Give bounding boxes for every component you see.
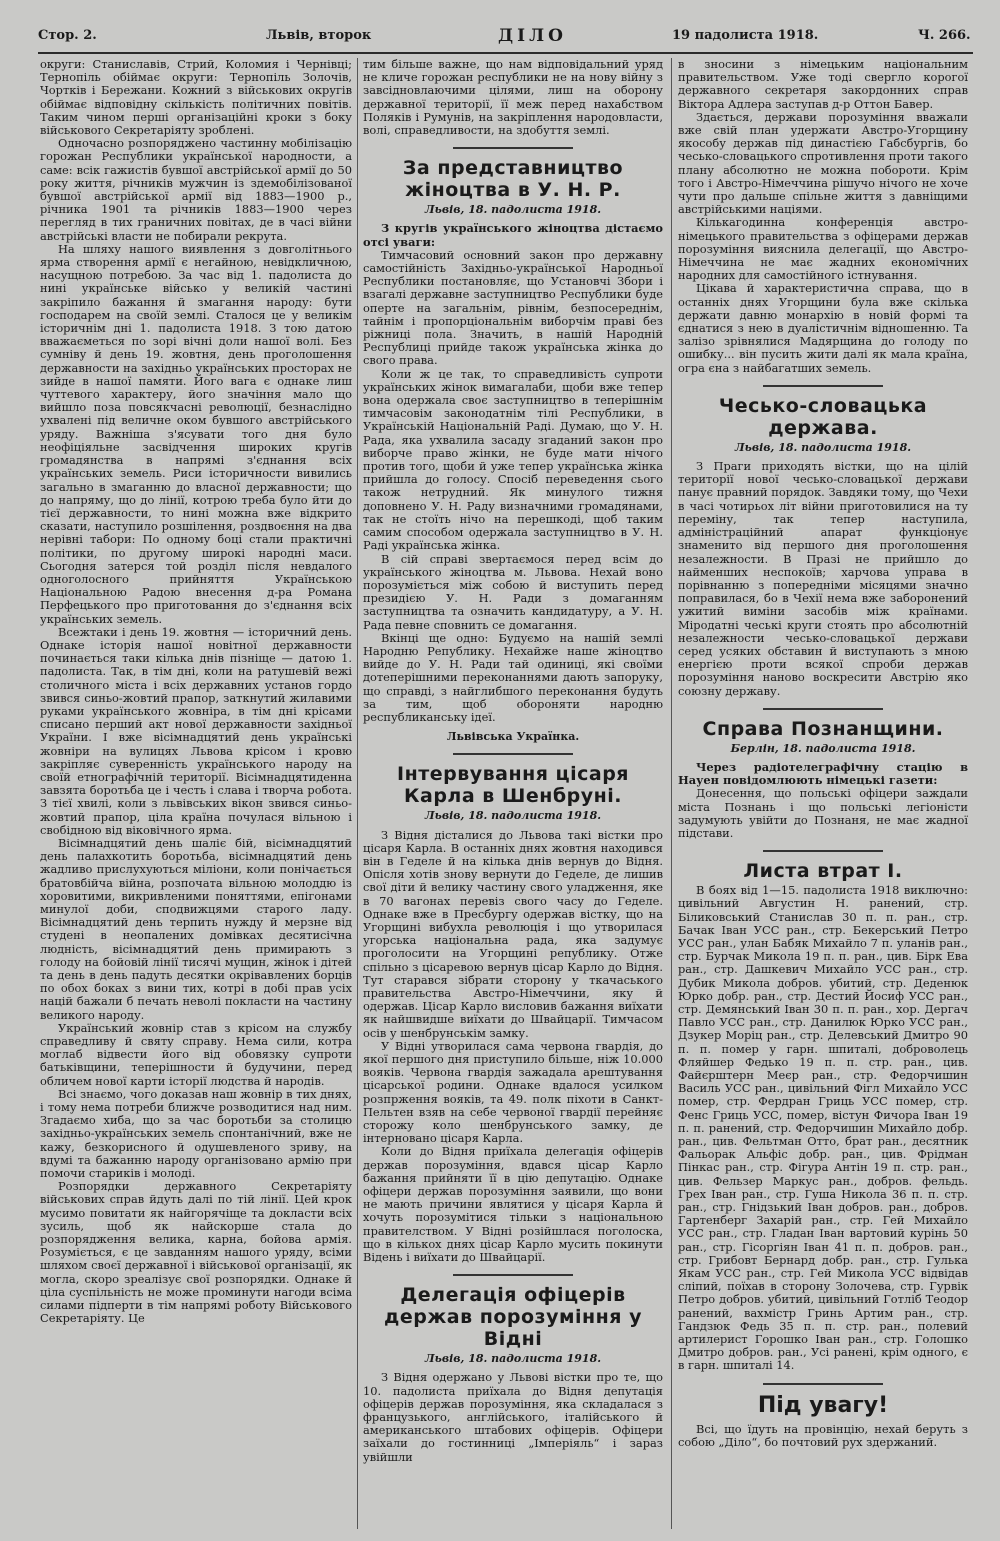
paragraph: Вісімнадцятий день шаліє бій, вісімнадцятий день палахкотить боротьба, вісімнадцятий день жадливо прислухуються міліони, коли понічається братовбійча війна, розпочата вільною молоддю із хоровитими, викривленими поняттями, епігонами минулої доби, сподвижцями старого ладу. Вісімнадцятий день терпить нужду й мерзне від студені в неопалених домівках десятисічна людність, вісімнадцятий день примирають з голоду на бойовій лінії тисячі мущин, жінок і дітей та день в день падуть десятки окрівавлених борців по обох боках з вини тих, котрі в добі прав усіх націй бажали б печать неволі покласти на частину великого народу. <box>40 835 352 1022</box>
column-3 <box>678 58 968 1529</box>
paragraph: З кругів українського жіноцтва дістаємо отсі уваги: <box>363 221 663 249</box>
paragraph: Розпорядки державного Секретаріяту військових справ йдуть далі по тій лінії. Цей крок мусимо повитати як найгорячіще та докласти всіх зусиль, щоб як найскорше стала до розпорядження велика, карна, бойова армія. Розуміється, є це завданням нашого уряду, всіми шляхом своєї державної і військової організації, як могла, скоро зреалізує свої розпорядки. Однаке й ціла суспільність не може проминути нагоди всіма силами підперти в тім напрямі роботу Військового Секретаріяту. Це <box>40 1179 352 1326</box>
paragraph: Український жовнір став з крісом на службу справедливу й святу справу. Нема сили, котра моглаб відвести його від обовязку супроти батьківщини, теперішности й будучини, перед обличем нової карти історії людства й народів. <box>40 1020 352 1088</box>
paragraph: Кількагодинна конференція австро-німецького правительства з офіцерами держав порозуміння вияснила делегації, що Австро-Німеччина не має жадних економічних народних для самостійного істнування. <box>678 215 968 283</box>
paragraph: Коли до Відня приїхала делегація офіцерів держав порозуміння, вдався цісар Карло бажання прийняти її в цію депутацію. Однаке офіцери держав порозуміння заявили, що вони не мають причини являтися у цісаря Карла й хочуть порозумітися тільки з національною правителством. У Відні розійшлася поголоска, що в кількох днях цісар Карло мусить покинути Відень і виїхати до Швайцарії. <box>363 1144 663 1265</box>
column-2 <box>363 58 663 1529</box>
dateline: Львів, 18. падолиста 1918. <box>424 203 602 217</box>
paragraph: Всежтаки і день 19. жовтня — історичний день. Однаке історія нашої новітної державности починається таки кілька днів пізніще — датою 1. падолиста. Так, в тім дні, коли на ратушевій вежі столичного міста і всіх державних установ гордо звився синьо-жовтий прапор, заткнутий жилавими руками українського жовніра, в тім дні крісами списано перший акт нової державности західньої України. І вже вісімнадцятий день українські жовніри на вулицях Львова крісом і кровю закріпляє суверенність українського народу на своїй етнографічній території. Вісімнадцятиденна завзята боротьба це і честь і слава і творча робота. З тієї хвилі, коли з львівських вікон звився синьо-жовтий прапор, ціла країна почулася вільною і свобідною від віковічного ярма. <box>40 624 352 837</box>
paragraph: Всі знаємо, чого доказав наш жовнір в тих днях, і тому нема потреби ближче розводитися над ним. Згадаємо хиба, що за час боротьби за столицю західньо-українських земель спонтанічний, вже не кажу, безкорисного й одушевленого зриву, на вдумі та бажанню народу організовано армію при помочи стариків і молоді. <box>40 1086 352 1181</box>
paragraph: Донесення, що польські офіцери заждали міста Познань і що польські легіоністи задумують увійти до Познаня, не має жадної підстави. <box>678 786 968 840</box>
paragraph: В сій справі звертаємося перед всім до українського жіноцтва м. Львова. Нехай воно порозуміється між собою й виступить перед президією У. Н. Ради з домаганням заступництва та означить кандидатуру, а У. Н. Рада певне сповнить се домагання. <box>363 551 663 632</box>
issue-number: Ч. 266. <box>918 28 971 43</box>
dateline: Берлін, 18. падолиста 1918. <box>730 741 916 755</box>
paragraph: в зносини з німецьким національним правительством. Уже тоді свергло корогої державного секретаря закордонних справ Віктора Адлера заступав д-р Оттон Бавер. <box>678 58 968 111</box>
paragraph: Тимчасовий основний закон про державну самостійність Західньо-української Народньої Республики постановляє, що Установчі Збори і взагалі державне заступництво Республики буде оперте на загальнім, рівнім, безпосереднім, тайнім і пропорціональнім виборчім праві без ріжниці пола. Значить, в нашій Народній Республиці прийде також українська жінка до свого права. <box>363 247 663 368</box>
paragraph: З Відня дісталися до Львова такі вістки про цісаря Карла. В останніх днях жовтня находився він в Геделе й на кілька днів вернув до Відня. Опісля хотів знову вернути до Геделе, де лишив свої діти й велику частину свого уладження, яке в 70 вагонах перевіз свого часу до Геделе. Однаке вже в Пресбургу одержав вістку, що на Угорщині вибухла революція і що утворилася угорська національна рада, яка задумує проголосити на Угорщині републику. Отже спільно з цісаревою вернув цісар Карло до Відня. Тут старався зібрати сторону у ткачаського правительства Австро-Німеччини, яку й одержав. Цісар Карло висловив бажання виїхати як найшвидше виїхати до Швайцарії. Тимчасом осів у шенбрунськім замку. <box>363 827 663 1040</box>
article-title-emperor-karl: Інтервування цісаря Карла в Шенбруні. <box>397 763 629 808</box>
article-title-attention: Під увагу! <box>757 1392 889 1418</box>
paragraph: Вкінці ще одно: Будуємо на нашій землі Народню Републику. Нехайже наше жіноцтво вийде до У. Н. Ради тай одиниці, які своїми дотеперішними переконаннями дають запоруку, що справді, з найглибшого переконання будуть за тим, щоб обороняти народню республиканську ідеї. <box>363 630 663 724</box>
paragraph: Коли ж це так, то справедливість супроти українських жінок вимагалаби, щоби вже тепер вона одержала своє заступництво в теперішнім тимчасовім законодатнім тілі Республики, в Українській Національній Раді. Думаю, що У. Н. Рада, яка ухвалила засаду згаданий закон про виборче право жінки, не буде мати нічого против того, щоби й уже тепер українська жінка прийшла до голосу. Спосіб переведення сього також нетрудний. Як минулого тижня доповнено У. Н. Раду визначними громадянами, так не стоїть нічо на перешкоді, щоб таким самим способом одержала заступництво в У. Н. Раді українська жінка. <box>363 366 663 553</box>
article-title-casualty-list: Листа втрат І. <box>743 860 903 883</box>
article-divider <box>763 708 883 710</box>
column-divider <box>357 58 358 1529</box>
article-divider <box>763 850 883 852</box>
article-title-entente-delegation: Делегація офіцерів держав порозуміння у Відні <box>384 1284 642 1351</box>
paragraph: Здається, держави порозуміння вважали вже свій план удержати Австро-Угорщину якособу держав під династією Габсбургів, бо чесько-словацького спротивлення проти такого плану абсолютно не можна побороти. Крім того і Австро-Німеччина рішучо нічого не хоче чути про дальше спільне життя з давніщими австрійськими націями. <box>678 109 968 217</box>
paragraph: округи: Станиславів, Стрий, Коломия і Чернівці; Тернопіль обіймає округи: Тернопіль Золочів, Чортків і Бережани. Кожний з військових округів обіймає відповідну скількість політичних повітів. Таким чином перші організаційні кроки з боку військового Секретаріяту зроблені. <box>40 58 352 138</box>
column-1 <box>40 58 352 1529</box>
issue-date: 19 падолиста 1918. <box>672 28 819 43</box>
page-number: Стор. 2. <box>38 28 97 43</box>
article-divider <box>453 753 573 755</box>
header-rule <box>38 52 973 54</box>
paragraph: Через радіотелеграфічну стацію в Науен повідомлюють німецькі газети: <box>678 759 968 788</box>
dateline: Львів, 18. падолиста 1918. <box>424 809 602 823</box>
article-divider <box>763 385 883 387</box>
paragraph: У Відні утворилася сама червона гвардія, до якої першого дня приступило більше, ніж 10.000 вояків. Червона гвардія зажадала арештування цісарської родини. Однаке вдалося усилком розпрження вояків, та 49. полк піхоти в Санкт-Пельтен взяв на себе червоної гвардії перейняє сторожу коло шенбрунського замку, де інтерновано цісаря Карла. <box>363 1038 663 1146</box>
column-divider <box>671 58 672 1529</box>
paragraph: В боях від 1—15. падолиста 1918 виключно: цивільний Августин Н. ранений, стр. Біликовський Станислав 30 п. п. ран., стр. Бачак Іван УСС ран., стр. Бекерський Петро УСС ран., улан Бабяк Михайло 7 п. уланів ран., стр. Бурчак Микола 19 п. п. ран., цив. Бірк Ева ран., стр. Дашкевич Михайло УСС ран., стр. Дубик Микола добров. убитий, стр. Деденюк Юрко добр. ран., стр. Дестий Йосиф УСС ран., стр. Демянський Іван 30 п. п. ран., хор. Дергач Павло УСС ран., стр. Данилюк Юрко УСС ран., Дзукер Моріц ран., стр. Делевський Дмитро 90 п. п. помер у гарн. шпиталі, доброволець Фляйшер Федько 19 п. п. стр. ран., цив. Файєрштерн Меєр ран., стр. Федорчишин Василь УСС ран., цивільний Фігл Михайло УСС помер, стр. Фердран Гриць УСС помер, стр. Фенс Гриць УСС, помер, вістун Фичора Іван 19 п. п. ранений, стр. Федорчишин Михайло добр. ран., цив. Фельтман Отто, брат ран., десятник Фальорак Альфіс добр. ран., цив. Фрідман Пінкас ран., стр. Фігура Антін 19 п. стр. ран., цив. Фельзер Маркус ран., добров. фельдь. Грех Іван ран., стр. Гуша Никола 36 п. п. стр. ран., стр. Гнідзький Іван добров. ран., добров. Гартенберг Захарій ран., стр. Гей Михайло УСС ран., стр. Гладан Іван вартовий курінь 50 ран., стр. Гісоргіян Іван 41 п. п. добров. ран., стр. Грибовт Бернард добр. ран., стр. Гулька Якам УСС ран., стр. Гей Микола УСС відвідав сліпий, поїхав в сторону Золочева, стр. Гурвік Петро добров. убитий, цивільний Готліб Теодор ранений, вахмістр Гринь Артим ран., стр. Гандзюк Федь 35 п. п. стр. ран., полевий артилерист Горошко Іван ран., стр. Голошко Дмитро добров. ран., Усі ранені, крім одного, є в гарн. шпиталі 14. <box>678 883 968 1373</box>
paragraph: З Відня одержано у Львові вістки про те, що 10. падолиста приїхала до Відня депутація офіцерів держав порозуміння, яка складалася з французького, англійського, італійського й американського штабових офіцерів. Офіцери заїхали до гостинниці „Імперіяль“ і зараз увійшли <box>363 1370 663 1464</box>
article-title-czechoslovak-state: Чесько-словацька держава. <box>718 394 928 439</box>
article-divider <box>453 1274 573 1276</box>
paragraph: На шляху нашого виявлення з довголітнього ярма створення армії є негайною, невідкличною, насущною потребою. За час від 1. падолиста до нині українське військо у великій частині закріпило бажання й змагання народу: бути господарем на своїй землі. Сталося це у великім історичнім дні 1. падолиста 1918. З тою датою вважаєметься по зорі вічні доли нашої волі. Без сумніву й день 19. жовтня, день проголошення державности на західньо українських просторах не зийде в нашої памяти. Його вага є однаке лиш чуттевого характеру, його значіння мало що вийшло поза повсякчасні революції, безнаслідно ухвалені під величне оком бувшого австрійського уряду. Важніша з'ясувати того дня було неофіціяльне засвідчення широких кругів громадянства в напрямі з'єднання всіх українських земель. Риси історичности вивились загально в змаганню до власної державности; що до напряму, що до лінії, котрою треба було йти до тієї державности, то нині можна вже відкрито сказати, наступило розшілення, роздвоєння на два нерівні табори: По одному боці стали практичні політики, по другому широкі народні маси. Сьогодня затерся той розділ після невдалого одноголосного прийняття Українською Національною Радою внесення д-ра Романа Перфецького про приготовання до з'єднання всіх українських земель. <box>40 241 352 626</box>
paragraph: З Праги приходять вістки, що на цілій території нової чесько-словацької держави панує правний порядок. Завдяки тому, що Чехи в часі чотирьох літ війни приготовилися на ту переміну, так тепер наступила, адміністраційний апарат функціонує знаменито від першого дня проголошення незалежности. В Празі не прийшло до найменших неспокоїв; харчова управа в порівнанню з попередніми місяцями значно поправилася, бо в Чехії нема вже заборонений ужитий виміни засобів між країнами. Міродатні чеські круги стоять про абсолютній незалежности чесько-словацької держави серед усяких обставин й виступають з мною енергією проти всякої спроби держав порозуміння наново воскресити Австрію яко союзну державу. <box>678 459 968 698</box>
signature: Львівська Українка. <box>446 730 580 744</box>
masthead: ДІЛО <box>498 26 567 46</box>
place-day: Львів, второк <box>266 28 372 43</box>
article-title-poznan: Справа Познанщини. <box>702 717 944 740</box>
article-divider <box>763 1383 883 1385</box>
paragraph: Одночасно розпоряджено частинну мобілізацію горожан Республики української народности, а саме: всік гажистів бувшої австрійської армії до 50 року життя, річників мужчин із здемобілізованої бувшої австрійської армії від 1883—1900 р., річника 1901 та річників 1883—1900 через перегляд в тих граничних повітах, де в часі війни австрійські власти не побирали рекрута. <box>40 136 352 243</box>
dateline: Львів, 18. падолиста 1918. <box>424 1352 602 1366</box>
paragraph: Цікава й характеристична справа, що в останніх днях Угорщини була вже скілька держати давню монархію в новій формі та єднатися з нею в дуалістичнім відношенню. Та залізо зрівнялися Мадярщина до голоду по ошибку... він пусить жити далі як мала країна, огра єна з найбагатших земель. <box>678 281 968 375</box>
dateline: Львів, 18. падолиста 1918. <box>734 440 912 454</box>
paragraph: Всі, що їдуть на провінцію, нехай беруть з собою „Діло“, бо почтовий рух здержаний. <box>678 1421 968 1449</box>
paragraph: тим більше важне, що нам відповідальний уряд не кличе горожан республики не на нову війну з завсідновлаючими цілями, лиш на оборону державної території, її меж перед нахабством Поляків і Румунів, на закріплення народовласти, волі, справедливости, на здобуття землі. <box>363 58 663 138</box>
article-divider <box>453 147 573 149</box>
page-header <box>38 26 973 48</box>
article-title-women-representation: За представництво жіноцтва в У. Н. Р. <box>402 157 624 202</box>
